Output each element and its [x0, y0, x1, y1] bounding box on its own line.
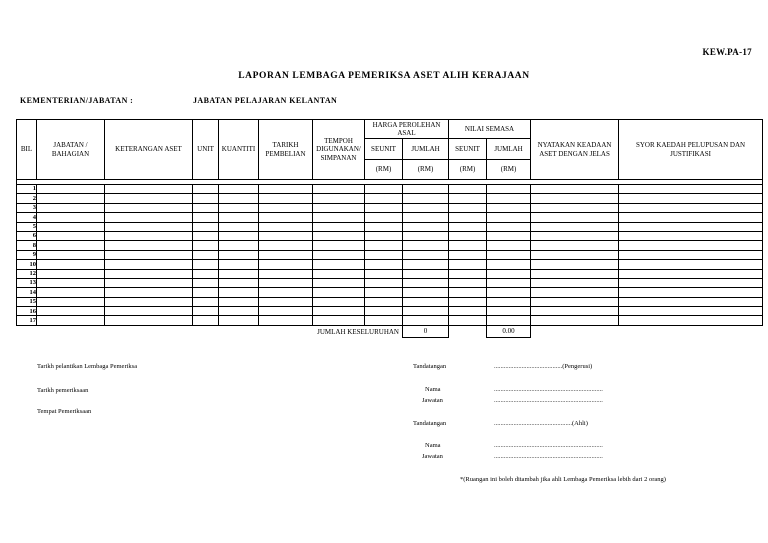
row-number: 3 — [17, 203, 37, 212]
table-cell — [259, 241, 313, 250]
table-cell — [37, 288, 105, 297]
table-body — [17, 185, 763, 326]
member-position-line: ................................................................... — [494, 453, 603, 460]
table-cell — [403, 194, 449, 203]
row-number: 1 — [17, 185, 37, 194]
table-cell — [531, 250, 619, 259]
table-cell — [259, 231, 313, 240]
table-cell — [487, 307, 531, 316]
table-cell — [37, 203, 105, 212]
table-cell — [487, 231, 531, 240]
row-number: 13 — [17, 278, 37, 287]
table-cell — [105, 288, 193, 297]
row-number: 4 — [17, 213, 37, 222]
table-row — [17, 288, 763, 297]
total-label: JUMLAH KESELURUHAN — [317, 327, 399, 336]
table-cell — [449, 231, 487, 240]
table-cell — [259, 278, 313, 287]
table-cell — [105, 297, 193, 306]
header-harga-jumlah: JUMLAH — [403, 139, 449, 160]
table-cell — [619, 185, 763, 194]
table-cell — [403, 260, 449, 269]
table-cell — [531, 213, 619, 222]
header-currency: (RM) — [449, 160, 487, 180]
table-row — [17, 213, 763, 222]
ministry-label: KEMENTERIAN/JABATAN : — [20, 96, 134, 105]
table-cell — [37, 241, 105, 250]
table-cell — [403, 185, 449, 194]
table-cell — [487, 194, 531, 203]
member-name-line: ................................................................... — [494, 442, 603, 449]
row-number: 5 — [17, 222, 37, 231]
table-cell — [531, 278, 619, 287]
header-nilai-seunit: SEUNIT — [449, 139, 487, 160]
appointment-date-label: Tarikh pelantikan Lembaga Pemeriksa — [37, 363, 138, 370]
total-nilai-jumlah: 0.00 — [487, 325, 531, 337]
header-currency: (RM) — [487, 160, 531, 180]
table-cell — [487, 250, 531, 259]
header-harga: HARGA PEROLEHAN ASAL — [365, 120, 449, 139]
table-cell — [219, 222, 259, 231]
table-cell — [193, 185, 219, 194]
row-number: 12 — [17, 269, 37, 278]
table-cell — [449, 241, 487, 250]
table-cell — [259, 203, 313, 212]
table-row — [17, 231, 763, 240]
table-cell — [37, 213, 105, 222]
table-row — [17, 297, 763, 306]
table-cell — [313, 241, 365, 250]
table-cell — [619, 213, 763, 222]
table-cell — [259, 250, 313, 259]
table-cell — [619, 241, 763, 250]
table-cell — [313, 250, 365, 259]
table-cell — [259, 269, 313, 278]
table-cell — [37, 260, 105, 269]
table-cell — [619, 269, 763, 278]
table-cell — [365, 307, 403, 316]
row-number: 8 — [17, 241, 37, 250]
row-number: 16 — [17, 307, 37, 316]
header-nilai: NILAI SEMASA — [449, 120, 531, 139]
table-cell — [193, 260, 219, 269]
table-cell — [365, 185, 403, 194]
table-cell — [105, 203, 193, 212]
table-cell — [531, 194, 619, 203]
table-cell — [449, 203, 487, 212]
row-number: 17 — [17, 316, 37, 325]
header-nilai-jumlah: JUMLAH — [487, 139, 531, 160]
table-cell — [259, 260, 313, 269]
table-cell — [219, 260, 259, 269]
table-cell — [619, 297, 763, 306]
table-row — [17, 269, 763, 278]
table-cell — [403, 278, 449, 287]
table-cell — [105, 222, 193, 231]
table-cell — [259, 288, 313, 297]
table-cell — [403, 250, 449, 259]
table-cell — [487, 222, 531, 231]
table-cell — [365, 260, 403, 269]
header-bil: BIL — [17, 120, 37, 180]
table-cell — [365, 269, 403, 278]
table-cell — [193, 250, 219, 259]
table-cell — [37, 297, 105, 306]
table-cell — [619, 288, 763, 297]
total-harga-jumlah: 0 — [403, 325, 449, 337]
table-cell — [219, 269, 259, 278]
table-cell — [531, 260, 619, 269]
table-cell — [403, 269, 449, 278]
table-cell — [619, 250, 763, 259]
header-currency: (RM) — [403, 160, 449, 180]
table-cell — [403, 316, 449, 325]
table-cell — [193, 241, 219, 250]
table-cell — [531, 222, 619, 231]
table-cell — [37, 185, 105, 194]
table-cell — [105, 185, 193, 194]
table-cell — [105, 260, 193, 269]
table-cell — [193, 297, 219, 306]
table-cell — [365, 278, 403, 287]
table-cell — [449, 194, 487, 203]
table-cell — [193, 203, 219, 212]
table-row — [17, 185, 763, 194]
asset-table — [16, 119, 763, 338]
table-cell — [531, 185, 619, 194]
table-cell — [365, 194, 403, 203]
table-cell — [365, 241, 403, 250]
table-cell — [365, 231, 403, 240]
table-cell — [449, 278, 487, 287]
table-cell — [365, 222, 403, 231]
table-cell — [531, 316, 619, 325]
table-cell — [37, 307, 105, 316]
table-cell — [105, 278, 193, 287]
table-cell — [37, 278, 105, 287]
table-cell — [365, 213, 403, 222]
table-cell — [193, 316, 219, 325]
table-cell — [37, 222, 105, 231]
table-row — [17, 241, 763, 250]
table-cell — [487, 297, 531, 306]
table-cell — [449, 288, 487, 297]
footnote: *(Ruangan ini boleh ditambah jika ahli Lembaga Pemeriksa lebih dari 2 orang) — [460, 476, 666, 483]
table-cell — [403, 241, 449, 250]
table-cell — [619, 316, 763, 325]
table-cell — [105, 194, 193, 203]
chair-name-label: Nama — [425, 386, 441, 393]
table-cell — [449, 316, 487, 325]
table-cell — [531, 231, 619, 240]
table-cell — [531, 203, 619, 212]
table-cell — [487, 288, 531, 297]
table-cell — [449, 307, 487, 316]
row-number: 9 — [17, 250, 37, 259]
table-cell — [259, 185, 313, 194]
table-cell — [313, 288, 365, 297]
table-cell — [449, 260, 487, 269]
table-cell — [313, 297, 365, 306]
table-cell — [193, 269, 219, 278]
table-cell — [403, 307, 449, 316]
table-cell — [193, 307, 219, 316]
table-cell — [219, 203, 259, 212]
table-row — [17, 260, 763, 269]
table-cell — [37, 250, 105, 259]
header-tarikh: TARIKH PEMBELIAN — [259, 120, 313, 180]
row-number: 15 — [17, 297, 37, 306]
table-cell — [313, 203, 365, 212]
table-cell — [219, 250, 259, 259]
table-row — [17, 307, 763, 316]
table-cell — [37, 316, 105, 325]
table-cell — [487, 260, 531, 269]
table-cell — [105, 307, 193, 316]
table-cell — [313, 316, 365, 325]
table-cell — [487, 316, 531, 325]
table-cell — [219, 194, 259, 203]
table-cell — [619, 278, 763, 287]
table-cell — [487, 185, 531, 194]
table-cell — [105, 250, 193, 259]
table-cell — [313, 194, 365, 203]
member-name-label: Nama — [425, 442, 441, 449]
table-cell — [259, 297, 313, 306]
header-keterangan: KETERANGAN ASET — [105, 120, 193, 180]
table-cell — [219, 278, 259, 287]
row-number: 2 — [17, 194, 37, 203]
chair-signature-label: Tandatangan — [413, 363, 447, 370]
table-row — [17, 316, 763, 325]
table-cell — [449, 213, 487, 222]
table-cell — [219, 297, 259, 306]
document-title: LAPORAN LEMBAGA PEMERIKSA ASET ALIH KERAJAAN — [238, 71, 530, 81]
table-cell — [313, 222, 365, 231]
table-cell — [313, 185, 365, 194]
table-row — [17, 250, 763, 259]
header-unit: UNIT — [193, 120, 219, 180]
table-cell — [619, 194, 763, 203]
table-cell — [193, 194, 219, 203]
header-keadaan: NYATAKAN KEADAAN ASET DENGAN JELAS — [531, 120, 619, 180]
table-cell — [105, 241, 193, 250]
table-cell — [403, 297, 449, 306]
table-cell — [365, 250, 403, 259]
table-cell — [259, 213, 313, 222]
chair-position-line: ................................................................... — [494, 397, 603, 404]
table-cell — [619, 307, 763, 316]
table-cell — [193, 278, 219, 287]
table-cell — [219, 213, 259, 222]
table-cell — [449, 297, 487, 306]
table-cell — [365, 203, 403, 212]
header-tempoh: TEMPOH DIGUNAKAN/ SIMPANAN — [313, 120, 365, 180]
table-cell — [193, 222, 219, 231]
table-cell — [259, 316, 313, 325]
table-cell — [531, 297, 619, 306]
table-cell — [313, 231, 365, 240]
table-cell — [487, 269, 531, 278]
table-cell — [37, 231, 105, 240]
table-cell — [193, 288, 219, 297]
table-cell — [531, 241, 619, 250]
ministry-value: JABATAN PELAJARAN KELANTAN — [193, 96, 338, 105]
table-cell — [105, 213, 193, 222]
table-cell — [487, 278, 531, 287]
table-cell — [193, 213, 219, 222]
member-signature-label: Tandatangan — [413, 420, 447, 427]
table-cell — [219, 231, 259, 240]
table-cell — [365, 288, 403, 297]
table-cell — [259, 307, 313, 316]
table-cell — [105, 316, 193, 325]
table-cell — [193, 231, 219, 240]
table-cell — [449, 222, 487, 231]
table-cell — [403, 288, 449, 297]
table-cell — [259, 222, 313, 231]
table-cell — [619, 260, 763, 269]
table-cell — [37, 269, 105, 278]
header-jabatan: JABATAN / BAHAGIAN — [37, 120, 105, 180]
table-cell — [449, 185, 487, 194]
table-row — [17, 278, 763, 287]
chair-signature-line: ..........................................(Pengerusi) — [494, 363, 593, 370]
table-cell — [259, 194, 313, 203]
table-cell — [403, 222, 449, 231]
table-cell — [449, 250, 487, 259]
table-cell — [619, 203, 763, 212]
table-row — [17, 203, 763, 212]
table-cell — [219, 241, 259, 250]
table-cell — [487, 241, 531, 250]
table-cell — [531, 288, 619, 297]
form-code: KEW.PA-17 — [702, 47, 752, 57]
table-cell — [487, 203, 531, 212]
row-number: 6 — [17, 231, 37, 240]
chair-name-line: ................................................................... — [494, 386, 603, 393]
table-cell — [449, 269, 487, 278]
table-cell — [219, 185, 259, 194]
table-cell — [313, 269, 365, 278]
member-position-label: Jawatan — [422, 453, 443, 460]
table-cell — [403, 203, 449, 212]
table-cell — [313, 213, 365, 222]
table-cell — [365, 316, 403, 325]
table-cell — [37, 194, 105, 203]
table-row — [17, 222, 763, 231]
row-number: 10 — [17, 260, 37, 269]
table-cell — [531, 269, 619, 278]
inspection-place-label: Tempat Pemeriksaan — [37, 408, 92, 415]
table-cell — [619, 231, 763, 240]
table-cell — [365, 297, 403, 306]
table-cell — [219, 316, 259, 325]
table-cell — [219, 288, 259, 297]
header-kuantiti: KUANTITI — [219, 120, 259, 180]
member-signature-line: ................................................(Ahli) — [494, 420, 588, 427]
header-currency: (RM) — [365, 160, 403, 180]
table-cell — [313, 307, 365, 316]
table-cell — [403, 231, 449, 240]
header-syor: SYOR KAEDAH PELUPUSAN DAN JUSTIFIKASI — [619, 120, 763, 180]
table-cell — [313, 278, 365, 287]
table-row — [17, 194, 763, 203]
table-cell — [487, 213, 531, 222]
table-cell — [531, 307, 619, 316]
table-cell — [105, 231, 193, 240]
table-cell — [219, 307, 259, 316]
table-cell — [619, 222, 763, 231]
table-cell — [403, 213, 449, 222]
row-number: 14 — [17, 288, 37, 297]
table-cell — [105, 269, 193, 278]
header-harga-seunit: SEUNIT — [365, 139, 403, 160]
inspection-date-label: Tarikh pemeriksaan — [37, 387, 89, 394]
chair-position-label: Jawatan — [422, 397, 443, 404]
table-cell — [313, 260, 365, 269]
